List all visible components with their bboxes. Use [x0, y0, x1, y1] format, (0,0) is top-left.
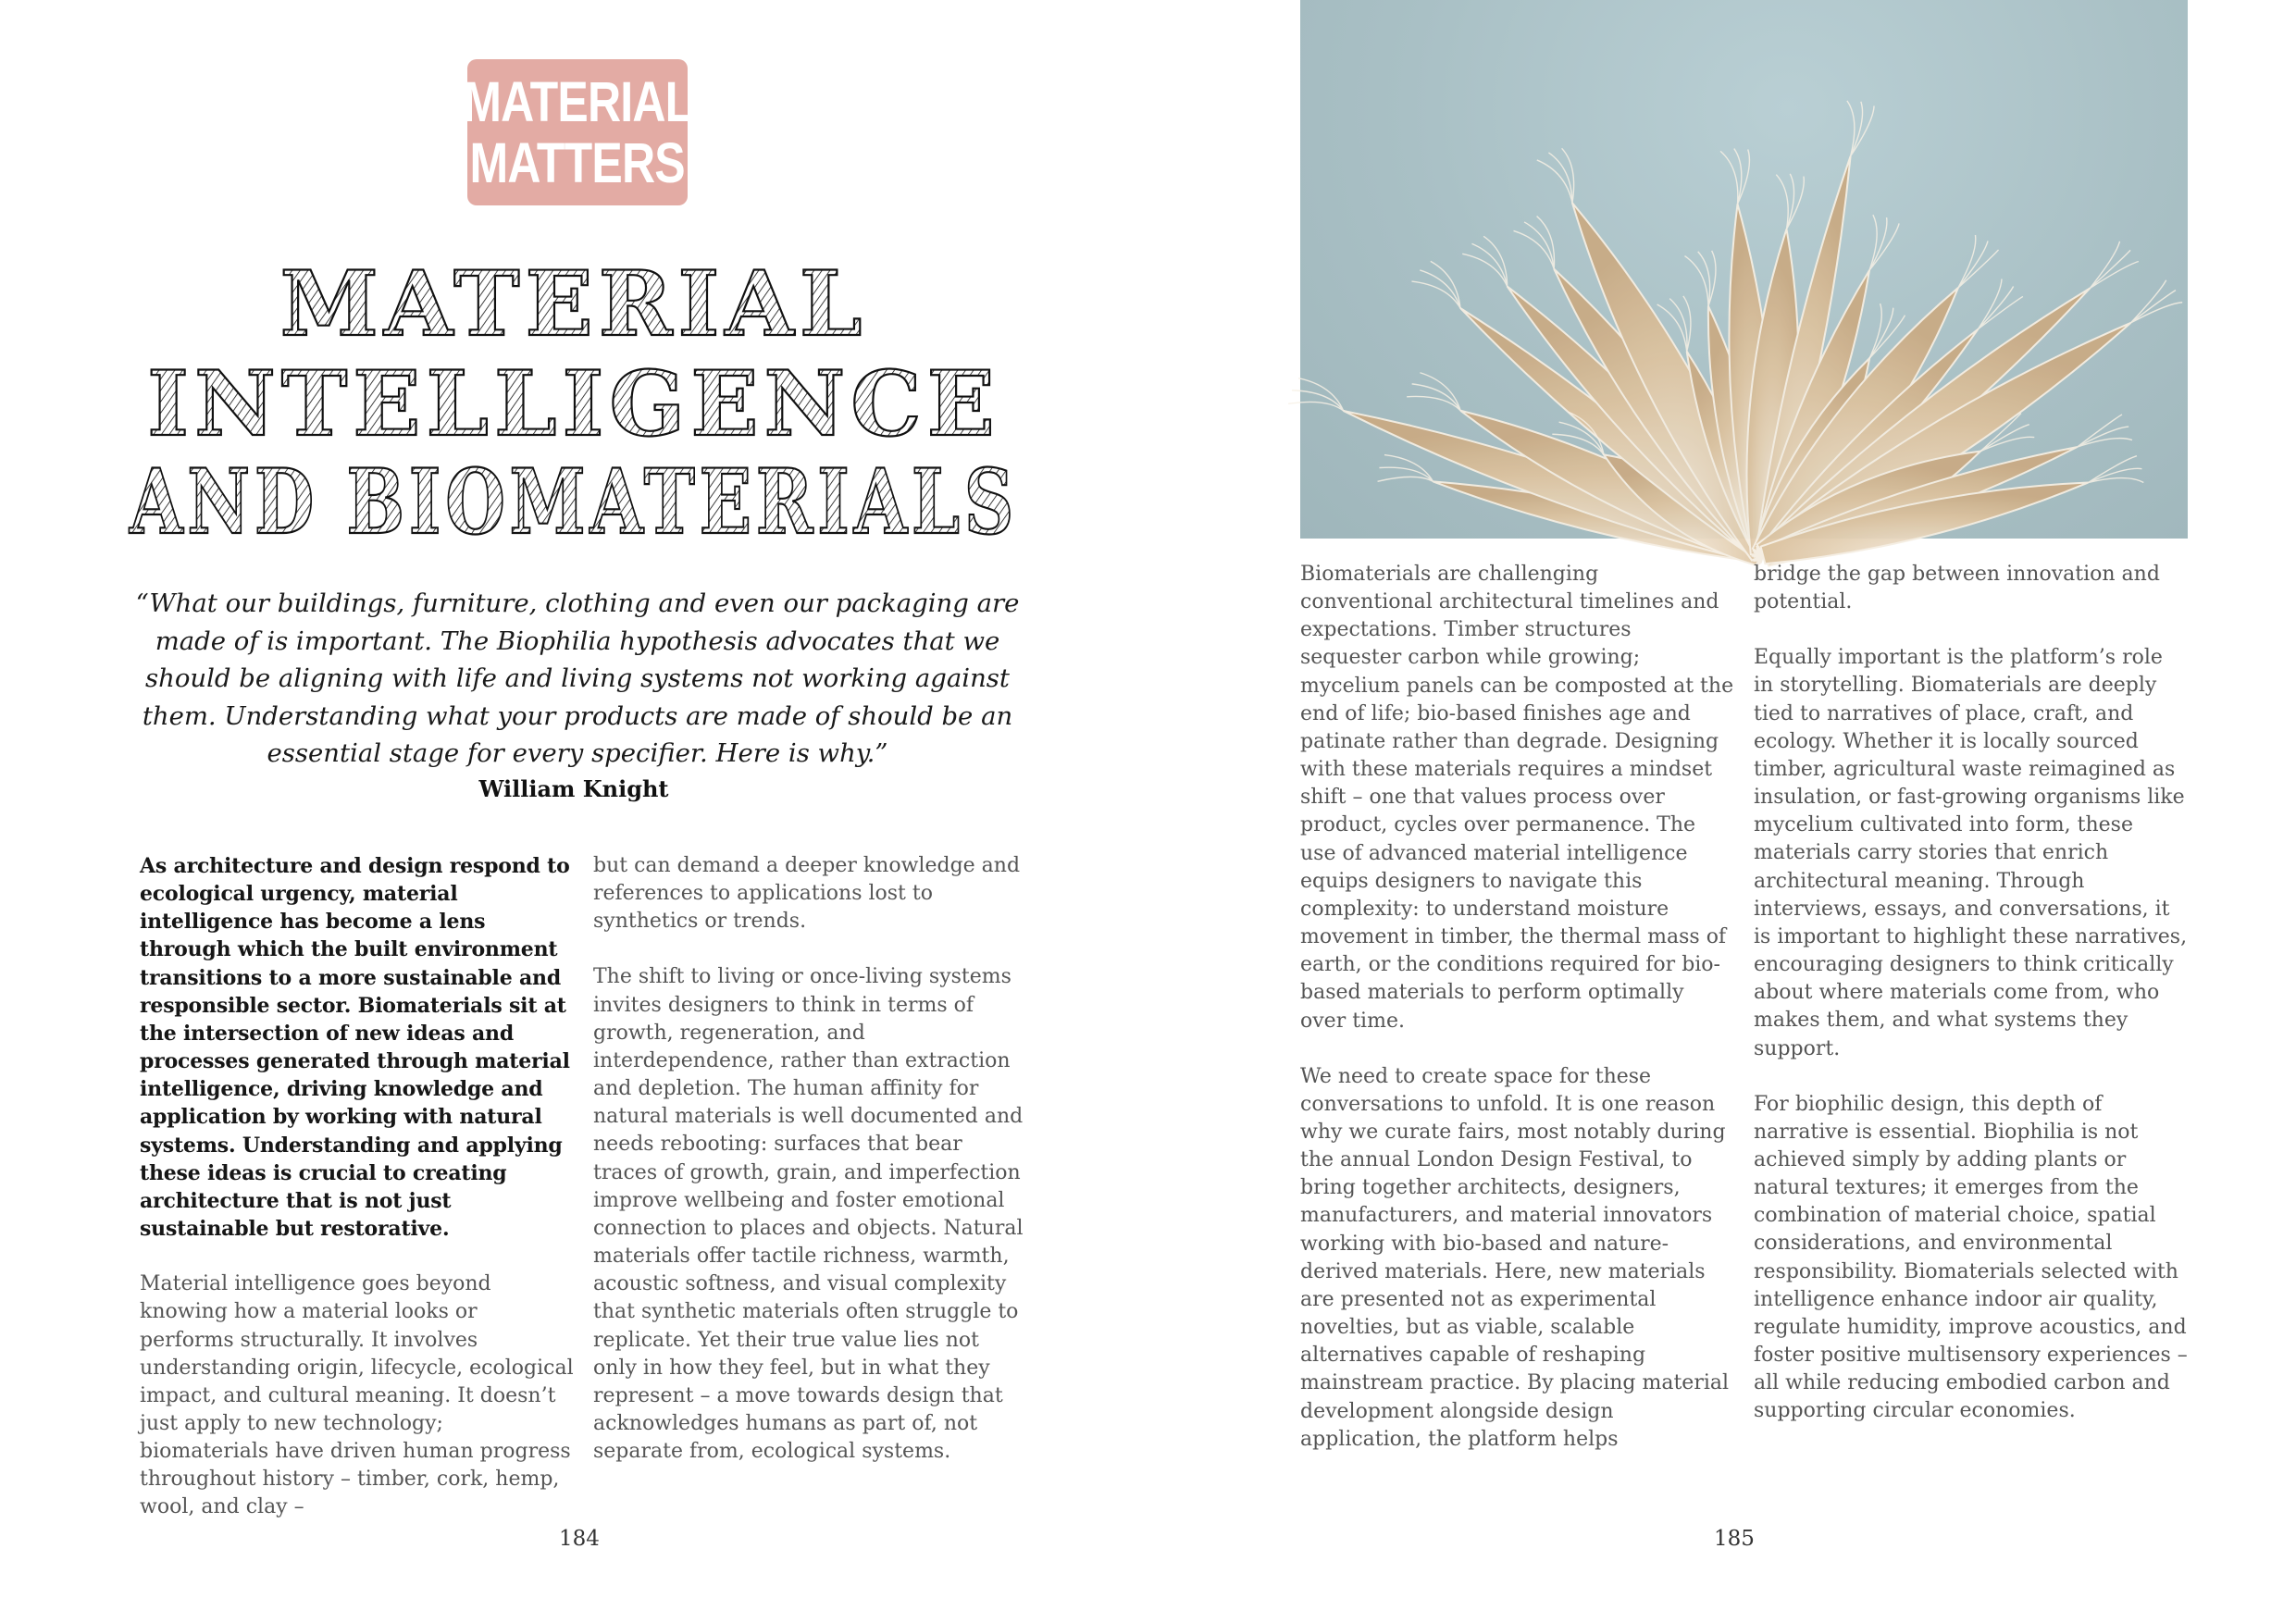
body-paragraph: Material intelligence goes beyond knowing how a material looks or performs structurally. It involves understanding origin, lifecycle, ecological impact, and cultural meaning. It doesn’t just apply to new technology; biomaterials have driven human progress throughout history – timber, cork, hemp, wool, and clay – — [140, 1272, 574, 1519]
fibre-strand — [1537, 160, 1572, 203]
fibre-strand — [1411, 281, 1460, 308]
body-column-3 — [1300, 561, 1735, 1481]
badge-line-1: MATERIAL — [462, 70, 693, 133]
fibre-strand — [2130, 291, 2176, 323]
body-column-4 — [1754, 561, 2189, 1454]
body-paragraph: The shift to living or once-living systems invites designers to think in terms of growth, regeneration, and interdependence, rather than extraction and depletion. The human affinity for natural materials is well documented and needs rebooting: surfaces that bear traces of growth, grain, and imperfection improve wellbeing and foster emotional connection to places and objects. Natural materials offer tactile richness, warmth, acoustic softness, and visual complexity that synthetic materials often struggle to replicate. Yet their true value lies not only in how they feel, but in what they represent – a move towards design that acknowledges humans as part of, not separate from, ecological systems. — [593, 965, 1024, 1464]
fibre-strand — [1720, 151, 1738, 204]
fibre-strand — [2130, 303, 2182, 323]
fibre-strand — [1407, 396, 1460, 410]
fibre-strand — [1292, 390, 1344, 411]
body-paragraph: For biophilic design, this depth of narrative is essential. Biophilia is not achieved simply by adding plants or natural textures; it emerges from the combination of material choice, spatial considerations, and environmental responsibility. Biomaterials selected with intelligence enhance indoor air quality, regulate humidity, improve acoustics, and foster positive multisensory experiences – all while reducing embodied carbon and supporting circular economies. — [1754, 1092, 2188, 1423]
body-paragraph: We need to create space for these conversations to unfold. It is one reason why we curate fairs, most notably during the annual London Design Festival, to bring together architects, designers, manufacturers, and material innovators working with bio-based and nature-derived materials. Here, new materials are presented not as experimental novelties, but as viable, scalable alternatives capable of reshaping mainstream practice. By placing material development alongside design application, the platform helps — [1300, 1064, 1730, 1451]
title-line-1: MATERIAL — [279, 252, 868, 356]
fibre-strand — [2130, 280, 2166, 323]
badge-line-2: MATTERS — [469, 131, 686, 194]
author-byline: William Knight — [478, 775, 669, 802]
fibre-strand — [1412, 384, 1461, 411]
body-paragraph: but can demand a deeper knowledge and references to applications lost to synthetics or trends. — [593, 854, 1021, 934]
body-paragraph: Biomaterials are challenging conventional architectural timelines and expectations. Timber structures sequester carbon while growing; mycelium panels can be composted at the end of life; bio-based finishes age and patinate rather than degrade. Designing with these materials requires a mindset shift – one that values process over product, cycles over permanence. The use of advanced material intelligence equips designers to navigate this complexity: to understand moisture movement in timber, the thermal mass of earth, or the conditions required for bio-based materials to perform optimally over time. — [1300, 563, 1734, 1033]
fibre-sculpture-image — [1300, 0, 2188, 539]
fibre-strand — [1958, 250, 1999, 288]
biomaterial-photo — [1300, 0, 2188, 539]
lead-paragraph: As architecture and design respond to ecological urgency, material intelligence has become a lens through which the built environment transitions to a more sustainable and responsible sector. Biomaterials sit at the intersection of new ideas and processes generated through material intelligence, driving knowledge and application by working with natural systems. Understanding and applying these ideas is crucial to creating architecture that is not just sustainable but restorative. — [140, 854, 570, 1242]
title-line-3: AND BIOMATERIALS — [129, 450, 1019, 554]
fibre-strand — [1978, 287, 2013, 329]
fibre-strand — [1978, 296, 2022, 328]
fibre-strand — [1978, 279, 2002, 328]
fibre-strand — [1462, 254, 1507, 286]
fibre-strand — [1378, 477, 1433, 481]
body-paragraph: Equally important is the platform’s role in storytelling. Biomaterials are deeply tied to narratives of place, craft, and ecology. Whether it is locally sourced timber, agricultural waste reimagined as insulation, or fast-growing organisms like mycelium cultivated into form, these materials carry stories that enrich architectural meaning. Through interviews, essays, and conversations, it is important to highlight these narratives, encouraging designers to think critically about where materials come from, who makes them, and what systems they support. — [1754, 646, 2188, 1060]
title-line-2: INTELLIGENCE — [147, 352, 1000, 456]
fibre-strand — [2077, 415, 2122, 447]
fibre-strand — [1776, 175, 1788, 229]
body-paragraph: bridge the gap between innovation and potential. — [1754, 563, 2160, 614]
fibre-strand — [1514, 230, 1555, 268]
pull-quote: “What our buildings, furniture, clothing and even our packaging are made of is important. The Biophilia hypothesis advocates that we should be aligning with life and living systems not working against them. Understanding what your products are made of should be an essential stage for every specifier. Here is why.” — [135, 588, 1020, 768]
page-number: 185 — [1714, 1527, 1755, 1551]
fibre-strand — [2090, 250, 2130, 288]
page-number: 184 — [559, 1527, 600, 1551]
